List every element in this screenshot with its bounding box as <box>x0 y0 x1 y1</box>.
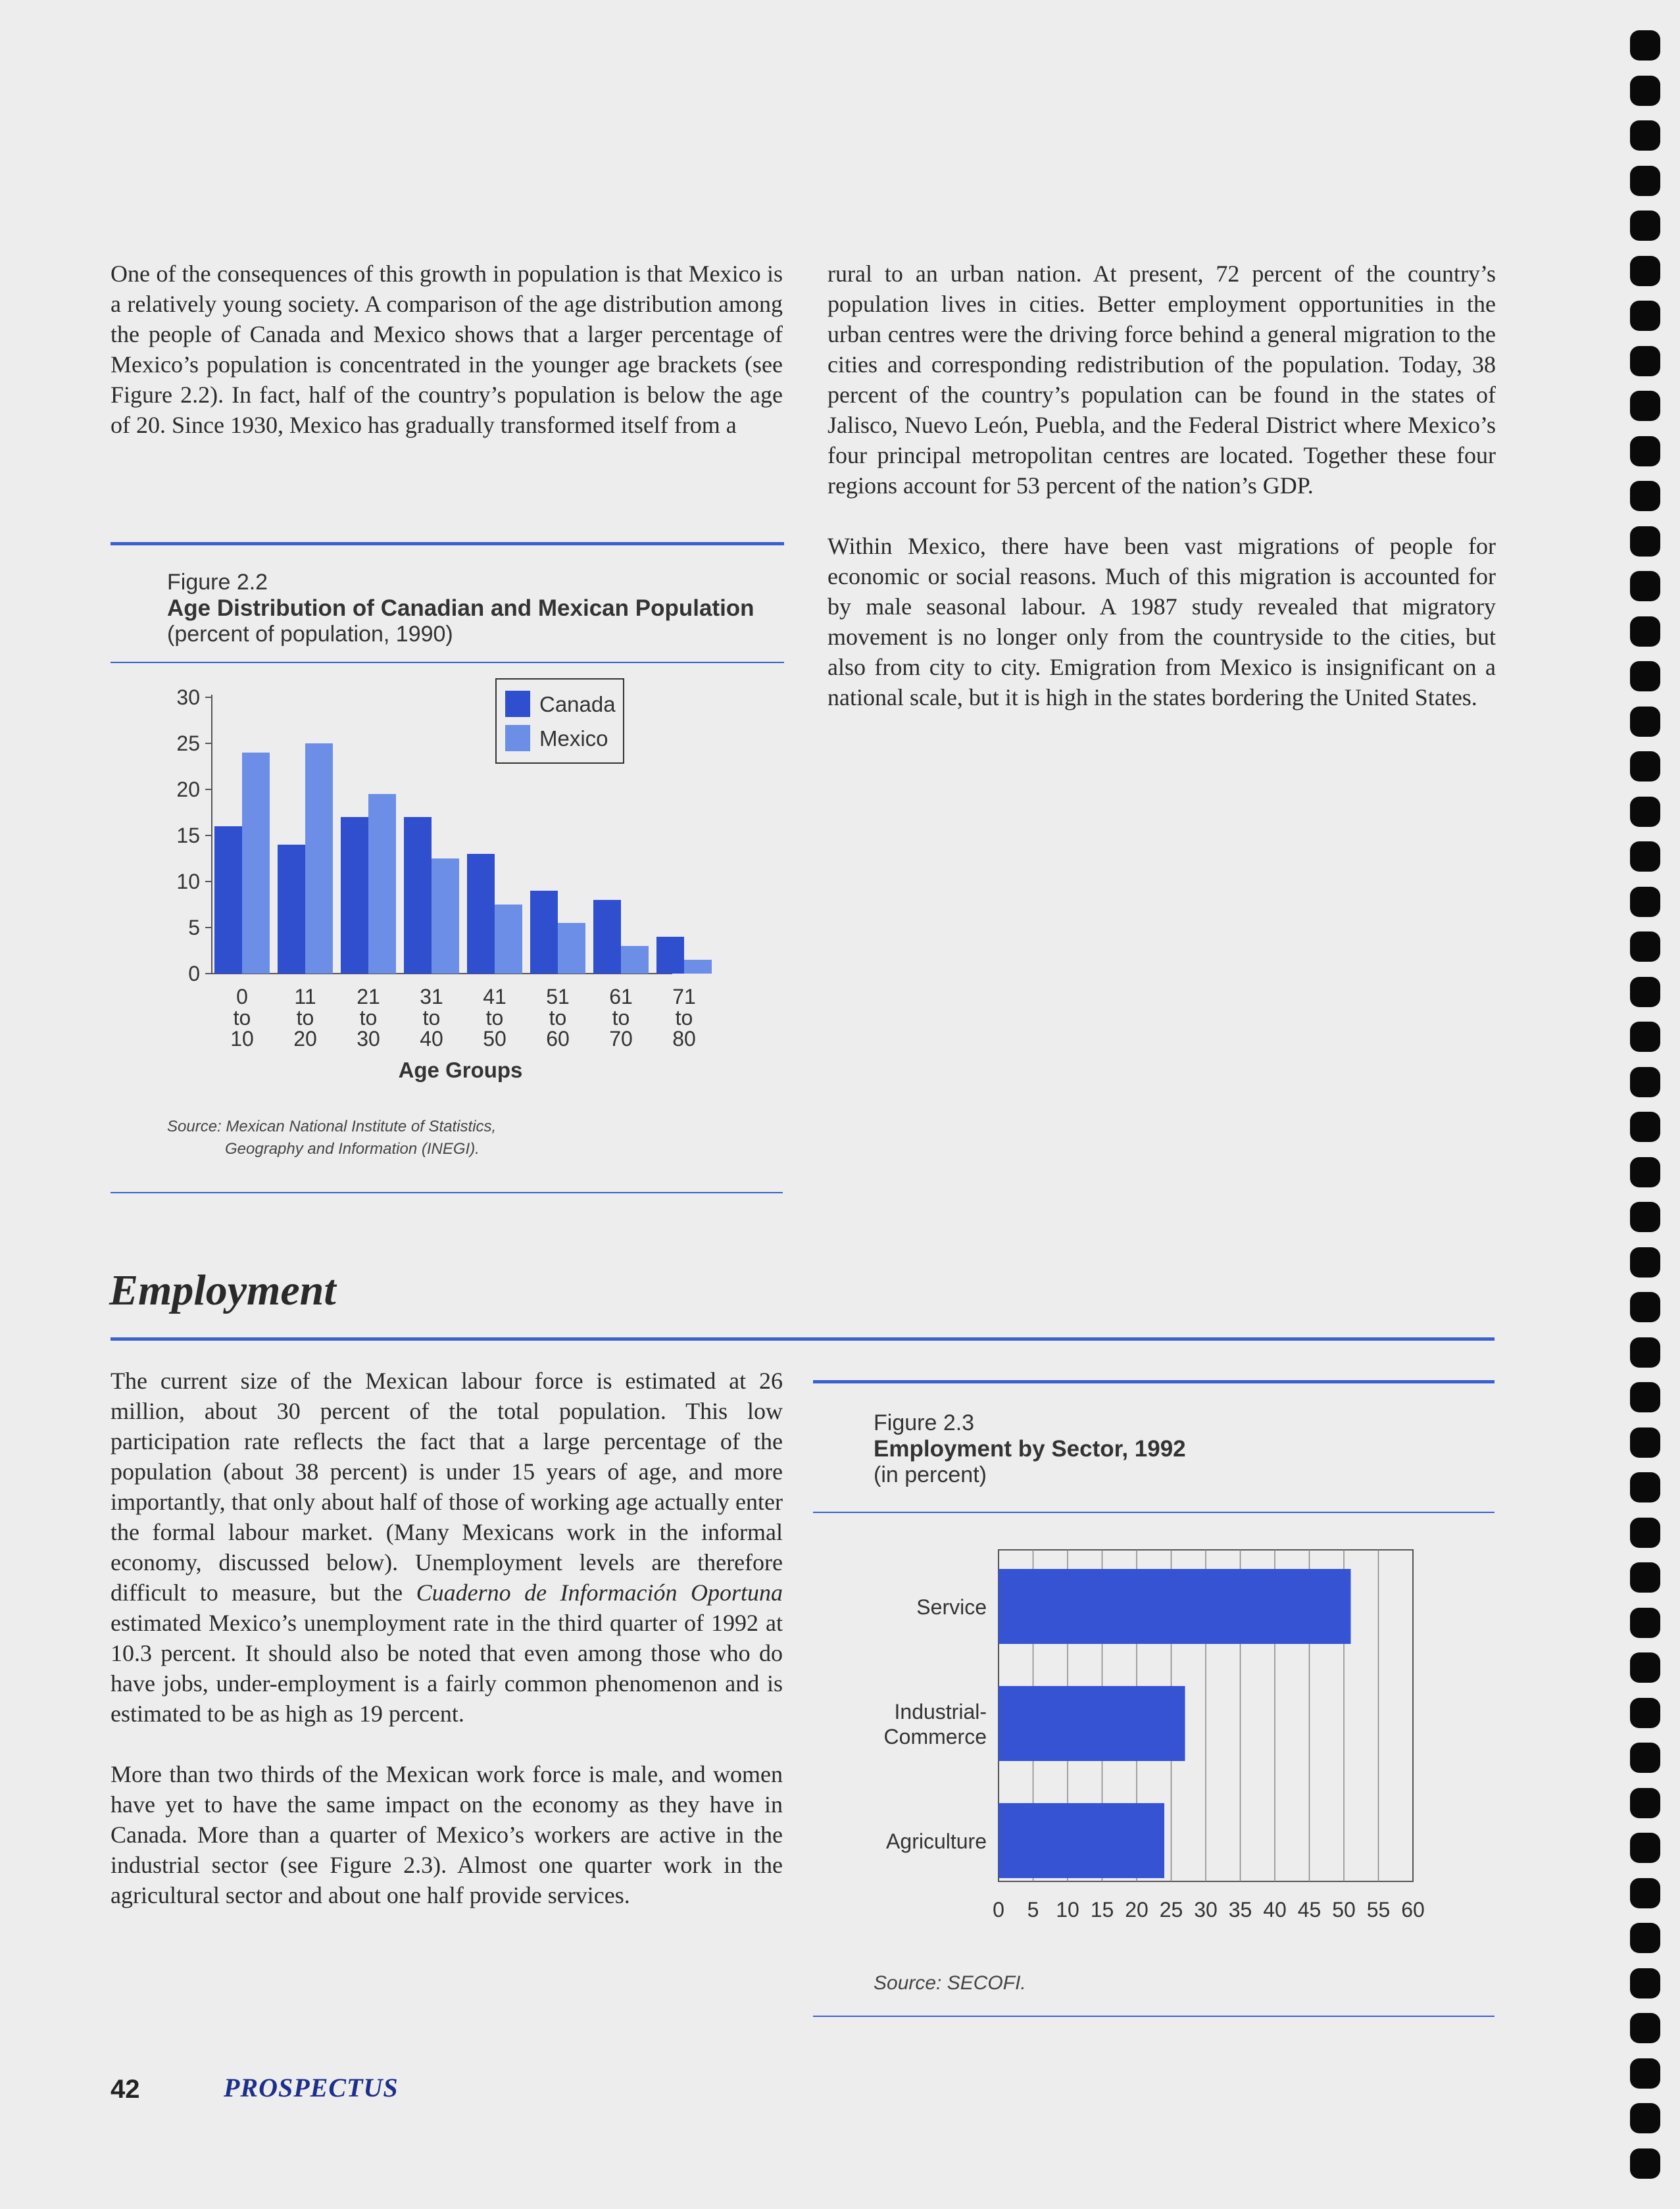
binding-hole <box>1630 1022 1660 1052</box>
binding-hole <box>1630 436 1660 466</box>
x-tick-label: to <box>675 1006 693 1030</box>
figure-2-3-header <box>874 1410 1466 1488</box>
x-tick-label: 0 <box>993 1898 1004 1922</box>
bar-mexico <box>368 794 396 974</box>
figure-2-3-label: Figure 2.3 <box>874 1410 975 1435</box>
x-tick-label: 71 <box>672 985 696 1008</box>
figure-2-2-source-line-1: Source: Mexican National Institute of Statistics, <box>167 1118 497 1135</box>
employment-p1-end: estimated Mexico’s unemployment rate in the third quarter of 1992 at 10.3 percent. It should also be noted that even among those who do have jobs, under-employment is a fairly common phenomenon and is estimated to be as high as 19 percent. <box>111 1610 783 1727</box>
y-tick-label: 10 <box>176 870 200 893</box>
binding-hole <box>1630 481 1660 511</box>
binding-hole <box>1630 1157 1660 1187</box>
figure-2-3-bottom-rule <box>813 2016 1495 2017</box>
binding-hole <box>1630 1608 1660 1638</box>
bar-industrialcommerce <box>999 1686 1185 1761</box>
bar-canada <box>593 900 621 974</box>
x-tick-label: 51 <box>546 985 570 1008</box>
binding-hole <box>1630 661 1660 691</box>
binding-hole <box>1630 1968 1660 1998</box>
x-tick-label: 50 <box>483 1027 506 1051</box>
page-number: 42 <box>111 2075 140 2104</box>
x-tick-label: 60 <box>546 1027 570 1051</box>
x-tick-label: 25 <box>1159 1898 1183 1922</box>
binding-hole <box>1630 1112 1660 1142</box>
binding-hole <box>1630 120 1660 151</box>
x-tick-label: 35 <box>1228 1898 1252 1922</box>
binding-hole <box>1630 2058 1660 2089</box>
y-tick-label: 15 <box>176 824 200 847</box>
bar-mexico <box>684 960 712 974</box>
binding-hole <box>1630 841 1660 872</box>
x-tick-label: 20 <box>293 1027 317 1051</box>
x-tick-label: 50 <box>1332 1898 1356 1922</box>
bar-agriculture <box>999 1803 1164 1878</box>
binding-hole <box>1630 797 1660 827</box>
binding-hole <box>1630 1878 1660 1908</box>
x-tick-label: to <box>549 1006 567 1030</box>
bar-service <box>999 1569 1351 1644</box>
binding-hole <box>1630 2148 1660 2179</box>
binding-hole <box>1630 1743 1660 1773</box>
x-tick-label: 41 <box>483 985 506 1008</box>
prospectus-logo: PROSPECTUS <box>224 2073 399 2102</box>
figure-2-2-label: Figure 2.2 <box>167 570 268 595</box>
x-tick-label: 55 <box>1366 1898 1391 1922</box>
y-tick-label: 0 <box>188 962 200 985</box>
bar-canada <box>656 937 684 974</box>
x-tick-label: 11 <box>294 985 316 1008</box>
binding-hole <box>1630 1292 1660 1322</box>
employment-p1-start: The current size of the Mexican labour force is estimated at 26 million, about 30 percent of the total population. This low participation rate reflects the fact that a large percentage of the population (about 38 percent) is under 15 years of age, and more importantly, that only about half of those of working age actually enter the formal labour market. (Many Mexicans work in the informal economy, discussed below). Unemployment levels are therefore difficult to measure, but the <box>111 1368 783 1606</box>
binding-hole <box>1630 166 1660 196</box>
x-tick-label: to <box>612 1006 630 1030</box>
figure-2-3-header-rule <box>813 1512 1495 1513</box>
bar-canada <box>530 891 558 974</box>
binding-hole <box>1630 931 1660 962</box>
legend-label-mexico: Mexico <box>539 726 608 751</box>
intro-left-paragraph: One of the consequences of this growth in population is that Mexico is a relatively young society. A comparison of the age distribution among the people of Canada and Mexico shows that a larger percentage of Mexico’s population is concentrated in the younger age brackets (see Figure 2.2). In fact, half of the country’s population is below the age of 20. Since 1930, Mexico has gradually transformed itself from a <box>111 261 783 438</box>
legend-label-canada: Canada <box>539 692 616 716</box>
x-tick-label: 10 <box>1056 1898 1079 1922</box>
bar-canada <box>278 845 305 974</box>
binding-hole <box>1630 2013 1660 2043</box>
figure-2-2-subtitle: (percent of population, 1990) <box>167 622 453 647</box>
figure-2-2-top-rule <box>111 542 784 545</box>
bar-mexico <box>558 923 585 974</box>
x-tick-label: 20 <box>1125 1898 1149 1922</box>
binding-hole <box>1630 1833 1660 1863</box>
x-tick-label: 30 <box>357 1027 380 1051</box>
bar-canada <box>341 817 368 974</box>
bar-mexico <box>242 753 270 974</box>
x-tick-label: 30 <box>1194 1898 1218 1922</box>
figure-2-2-bottom-rule <box>111 1192 783 1193</box>
binding-hole <box>1630 76 1660 106</box>
employment-text <box>111 1366 783 1910</box>
x-tick-label: to <box>296 1006 314 1030</box>
bar-mexico <box>621 946 649 974</box>
figure-2-3-source: Source: SECOFI. <box>874 1972 1026 1994</box>
binding-hole <box>1630 526 1660 557</box>
x-axis-title: Age Groups <box>398 1058 523 1082</box>
binding-hole <box>1630 707 1660 737</box>
x-tick-label: to <box>233 1006 251 1030</box>
binding-hole <box>1630 887 1660 917</box>
binding-hole <box>1630 1518 1660 1548</box>
binding-hole <box>1630 1247 1660 1278</box>
binding-hole <box>1630 1923 1660 1953</box>
legend-swatch-canada <box>505 691 530 717</box>
binding-hole <box>1630 1562 1660 1593</box>
y-tick-label: 5 <box>188 916 200 939</box>
x-tick-label: 0 <box>236 985 248 1008</box>
spiral-binding <box>1630 30 1660 2193</box>
binding-hole <box>1630 571 1660 601</box>
bar-canada <box>467 854 495 974</box>
binding-hole <box>1630 30 1660 61</box>
employment-by-sector-chart <box>813 1533 1495 1941</box>
figure-2-2-header <box>167 570 799 647</box>
binding-hole <box>1630 616 1660 647</box>
binding-hole <box>1630 1382 1660 1412</box>
x-tick-label: to <box>422 1006 441 1030</box>
binding-hole <box>1630 211 1660 241</box>
bar-mexico <box>495 905 522 974</box>
x-tick-label: 80 <box>672 1027 696 1051</box>
figure-2-2-source-line-2: Geography and Information (INEGI). <box>225 1140 480 1158</box>
bar-canada <box>404 817 432 974</box>
binding-hole <box>1630 1337 1660 1368</box>
binding-hole <box>1630 1202 1660 1232</box>
bar-mexico <box>305 743 333 974</box>
x-tick-label: 5 <box>1027 1898 1039 1922</box>
figure-2-3-subtitle: (in percent) <box>874 1462 987 1487</box>
binding-hole <box>1630 1067 1660 1097</box>
bar-canada <box>214 826 242 974</box>
binding-hole <box>1630 1788 1660 1818</box>
age-distribution-chart <box>132 671 789 1092</box>
x-tick-label: 45 <box>1297 1898 1322 1922</box>
x-tick-label: 21 <box>357 985 380 1008</box>
x-tick-label: 10 <box>230 1027 254 1051</box>
category-label: Commerce <box>883 1725 987 1749</box>
figure-2-3-title: Employment by Sector, 1992 <box>874 1436 1186 1462</box>
figure-2-2-title: Age Distribution of Canadian and Mexican Population <box>167 595 754 621</box>
x-tick-label: 40 <box>1263 1898 1287 1922</box>
bar-mexico <box>432 858 459 974</box>
x-tick-label: 61 <box>609 985 633 1008</box>
employment-heading: Employment <box>109 1266 336 1314</box>
binding-hole <box>1630 301 1660 331</box>
intro-right-paragraph-1: rural to an urban nation. At present, 72 percent of the country’s population lives in cities. Better employment opportunities in the urban centres were the driving force behind a general migration to the cities and corresponding redistribution of the population. Today, 38 percent of the country’s population can be found in the states of Jalisco, Nuevo León, Puebla, and the Federal District where Mexico’s four principal metropolitan centres are located. Together these four regions account for 53 percent of the nation’s GDP. <box>828 261 1496 499</box>
binding-hole <box>1630 391 1660 421</box>
y-tick-label: 30 <box>176 685 200 709</box>
figure-2-2-header-rule <box>111 662 784 663</box>
y-tick-label: 20 <box>176 778 200 801</box>
x-tick-label: 60 <box>1401 1898 1425 1922</box>
binding-hole <box>1630 346 1660 376</box>
employment-paragraph-2: More than two thirds of the Mexican work force is male, and women have yet to have the same impact on the economy as they have in Canada. More than a quarter of Mexico’s workers are active in the industrial sector (see Figure 2.3). Almost one quarter work in the agricultural sector and about one half provide services. <box>111 1761 783 1908</box>
x-tick-label: 70 <box>609 1027 633 1051</box>
binding-hole <box>1630 1652 1660 1683</box>
category-label: Agriculture <box>886 1829 987 1853</box>
binding-hole <box>1630 1427 1660 1458</box>
category-label: Service <box>916 1595 987 1619</box>
employment-heading-rule <box>111 1337 1495 1341</box>
x-tick-label: 40 <box>420 1027 443 1051</box>
x-tick-label: 15 <box>1090 1898 1114 1922</box>
x-tick-label: 31 <box>420 985 443 1008</box>
employment-p1-italic: Cuaderno de Información Oportuna <box>416 1579 783 1606</box>
intro-right-column <box>828 259 1496 712</box>
y-tick-label: 25 <box>176 732 200 755</box>
binding-hole <box>1630 256 1660 286</box>
binding-hole <box>1630 751 1660 782</box>
x-tick-label: to <box>485 1006 504 1030</box>
intro-right-paragraph-2: Within Mexico, there have been vast migrations of people for economic or social reasons. Much of this migration is accounted for by male seasonal labour. A 1987 study revealed that migratory movement is no longer only from the countryside to the cities, but also from city to city. Emigration from Mexico is insignificant on a national scale, but it is high in the states bordering the United States. <box>828 533 1496 710</box>
legend-swatch-mexico <box>505 725 530 751</box>
figure-2-2-source <box>167 1116 628 1160</box>
binding-hole <box>1630 1472 1660 1502</box>
employment-paragraph-1 <box>111 1366 783 1729</box>
x-tick-label: to <box>359 1006 378 1030</box>
figure-2-3-top-rule <box>813 1380 1495 1383</box>
binding-hole <box>1630 977 1660 1007</box>
category-label: Industrial- <box>894 1700 987 1724</box>
binding-hole <box>1630 2103 1660 2133</box>
binding-hole <box>1630 1698 1660 1728</box>
